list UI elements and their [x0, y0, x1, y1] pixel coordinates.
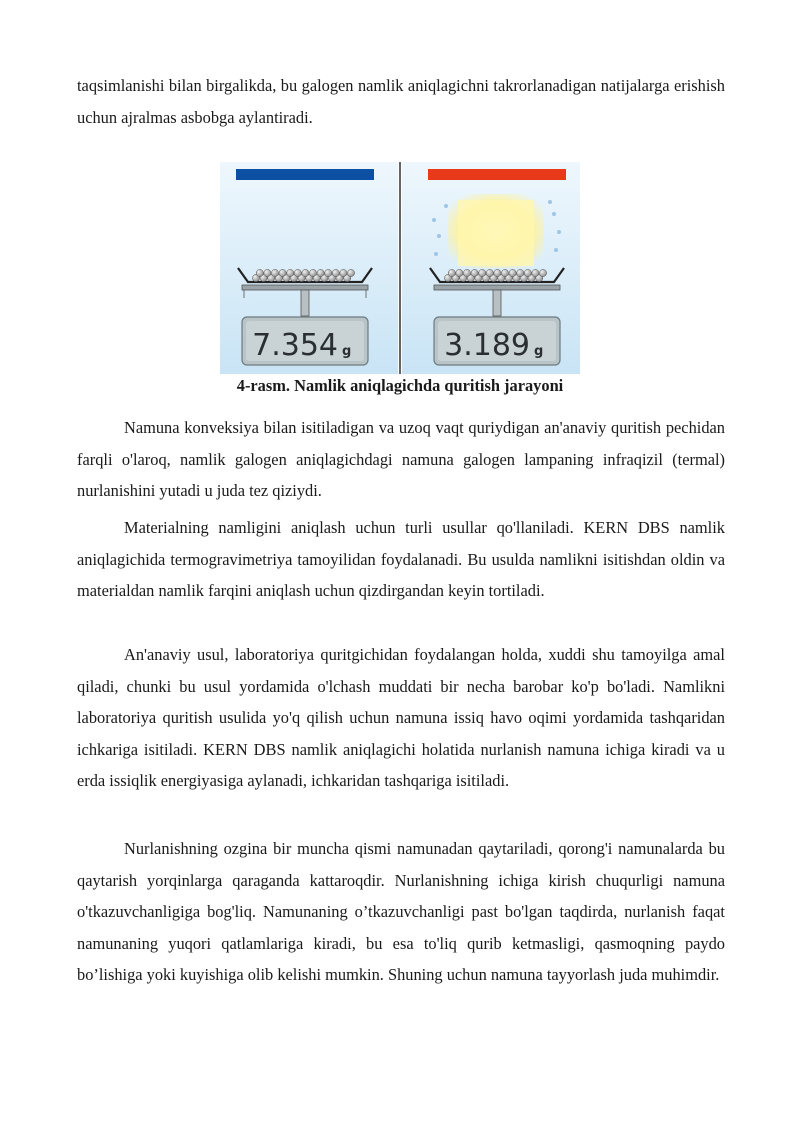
sample-bead	[463, 269, 470, 276]
figure-caption: 4-rasm. Namlik aniqlagichda quritish jarayoni	[236, 376, 564, 395]
vapour-droplet	[554, 248, 558, 252]
halogen-radiation-glow	[448, 194, 544, 268]
sample-bead	[471, 269, 478, 276]
sample-bead	[347, 269, 354, 276]
sample-bead	[302, 269, 309, 276]
left-weight-display	[242, 317, 368, 365]
sample-bead	[509, 269, 516, 276]
paragraph-intro: taqsimlanishi bilan birgalikda, bu galogen namlik aniqlagichni takrorlanadigan natijalarga erishish uchun ajralmas asbobga aylantiradi.	[77, 76, 725, 127]
vapour-droplet	[552, 212, 556, 216]
vapour-droplet	[548, 200, 552, 204]
vapour-droplet	[557, 230, 561, 234]
sample-bead	[524, 269, 531, 276]
vapour-droplet	[437, 234, 441, 238]
hot-indicator-bar	[428, 169, 566, 180]
drying-process-figure	[220, 162, 580, 374]
sample-bead	[317, 269, 324, 276]
figure-illustration	[220, 162, 580, 374]
sample-bead	[340, 269, 347, 276]
sample-bead	[494, 269, 501, 276]
sample-bead	[448, 269, 455, 276]
paragraph-halogen-heating: Namuna konveksiya bilan isitiladigan va uzoq vaqt quriydigan an'anaviy quritish pechidan farqli o'laroq, namlik galogen aniqlagichdagi namuna galogen lampaning infraqizil (termal) nurlanishini yutadi u juda tez qiziydi.	[77, 418, 725, 501]
sample-bead	[486, 269, 493, 276]
right-weight-display	[434, 317, 560, 365]
sample-bead	[532, 269, 539, 276]
sample-bead	[271, 269, 278, 276]
sample-bead	[287, 269, 294, 276]
sample-bead	[325, 269, 332, 276]
right-display-value: 3.189	[444, 328, 530, 363]
sample-bead	[279, 269, 286, 276]
sample-bead	[539, 269, 546, 276]
sample-bead	[309, 269, 316, 276]
sample-bead	[294, 269, 301, 276]
sample-bead	[264, 269, 271, 276]
sample-bead	[479, 269, 486, 276]
sample-bead	[517, 269, 524, 276]
right-display-unit: g	[534, 344, 544, 359]
paragraph-thermogravimetry: Materialning namligini aniqlash uchun turli usullar qo'llaniladi. KERN DBS namlik aniqlagichida termogravimetriya tamoyilidan foydalanadi. Bu usulda namlikni isitishdan oldin va materialdan namlik farqini aniqlash uchun qizdirgandan keyin tortiladi.	[77, 518, 725, 601]
sample-bead	[332, 269, 339, 276]
sample-bead	[501, 269, 508, 276]
paragraph-traditional-method: An'anaviy usul, laboratoriya quritgichidan foydalangan holda, xuddi shu tamoyilga amal qiladi, chunki bu usul yordamida o'lchash muddati bir necha barobar ko'p bo'ladi. Namlikni laboratoriya quritish usulida yo'q qilish uchun namuna issiq havo oqimi yordamida tashqaridan ichkariga isitiladi. KERN DBS namlik aniqlagichi holatida nurlanish namuna ichiga kiradi va u erda issiqlik energiyasiga aylanadi, ichkaridan tashqariga isitiladi.	[77, 645, 725, 791]
vapour-droplet	[432, 218, 436, 222]
paragraph-radiation-reflection: Nurlanishning ozgina bir muncha qismi namunadan qaytariladi, qorong'i namunalarda bu qaytarish yorqinlarga qaraganda kattaroqdir. Nurlanishning ichiga kirish chuqurligi namuna o'tkazuvchanligiga bog'liq. Namunaning o’tkazuvchanligi past bo'lgan taqdirda, nurlanish faqat namunaning yuqori qatlamlariga kiradi, bu esa to'liq qurib ketmasligi, qasmoqning paydo bo’lishiga yoki kuyishiga olib kelishi mumkin. Shuning uchun namuna tayyorlash juda muhimdir.	[77, 839, 725, 985]
vapour-droplet	[444, 204, 448, 208]
sample-bead	[256, 269, 263, 276]
sample-bead	[456, 269, 463, 276]
left-display-unit: g	[342, 344, 352, 359]
left-display-value: 7.354	[252, 328, 338, 363]
cold-indicator-bar	[236, 169, 374, 180]
vapour-droplet	[434, 252, 438, 256]
